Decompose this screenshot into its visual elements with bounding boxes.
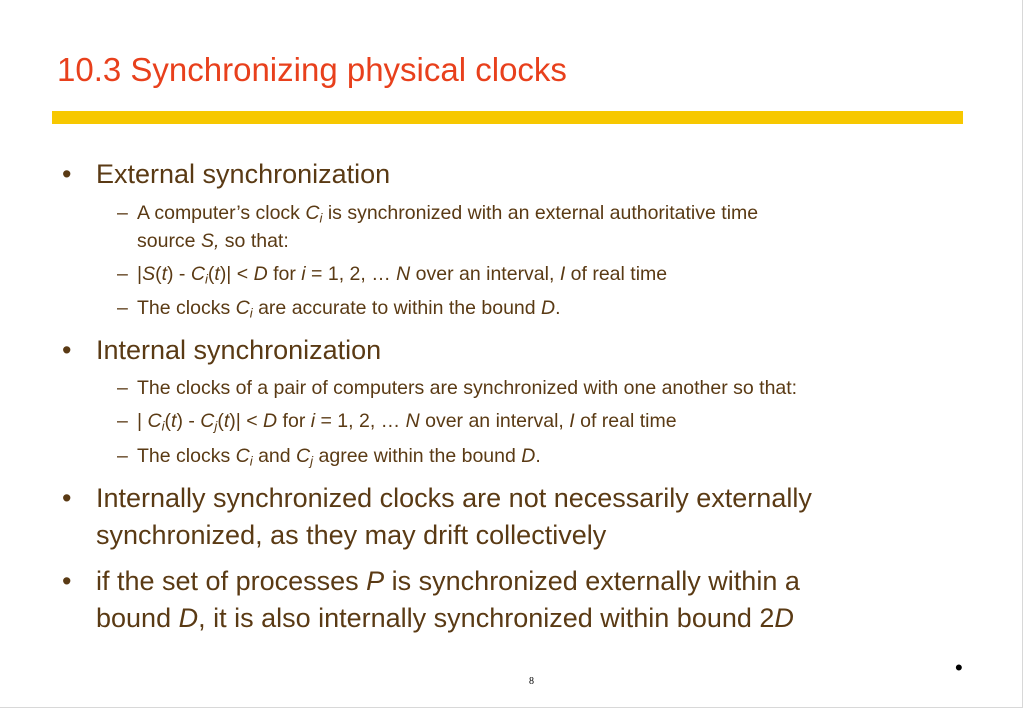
bullet-text: Internally synchronized clocks are not necessarily externally — [96, 483, 812, 513]
sub-dash: – — [117, 377, 128, 399]
bullet-dot: • — [62, 159, 72, 189]
sub-text: The clocks of a pair of computers are synchronized with one another so that: — [137, 377, 798, 399]
sub-dash: – — [117, 263, 128, 285]
bullet-text: synchronized, as they may drift collectively — [96, 520, 607, 550]
sub-dash: – — [117, 202, 128, 224]
slide-title: 10.3 Synchronizing physical clocks — [57, 51, 567, 88]
bullet-dot: • — [62, 335, 72, 365]
sub-dash: – — [117, 410, 128, 432]
sub-dash: – — [117, 297, 128, 319]
bullet-dot: • — [62, 483, 72, 513]
sub-text: $|S(t) - C_i(t)| < D$ for i = 1, 2, … N over an interval, I of real time — [137, 263, 668, 287]
bullet-dot: • — [62, 566, 72, 596]
page-number: 8 — [529, 676, 534, 687]
bullet-text: if the set of processes P is synchronized externally within a — [96, 566, 800, 596]
sub-text: The clocks $C_i$ and $C_j$ agree within the bound D. — [137, 445, 541, 469]
bullet-text: External synchronization — [96, 159, 391, 189]
sub-text: The clocks $C_i$ are accurate to within the bound D. — [137, 297, 561, 321]
bullet-text: Internal synchronization — [96, 335, 382, 365]
sub-text: A computer’s clock $C_i$ is synchronized with an external authoritative time — [137, 202, 759, 226]
bullet-text: bound D, it is also internally synchronized within bound 2D — [96, 603, 794, 633]
title-underline-bar — [52, 111, 963, 124]
sub-dash: – — [117, 445, 128, 467]
corner-bullet-mark: • — [955, 655, 963, 680]
sub-text: | $C_i(t) - C_j(t)| < D$ for i = 1, 2, … N over an interval, I of real time — [137, 410, 677, 434]
sub-text: source S, so that: — [137, 230, 289, 252]
